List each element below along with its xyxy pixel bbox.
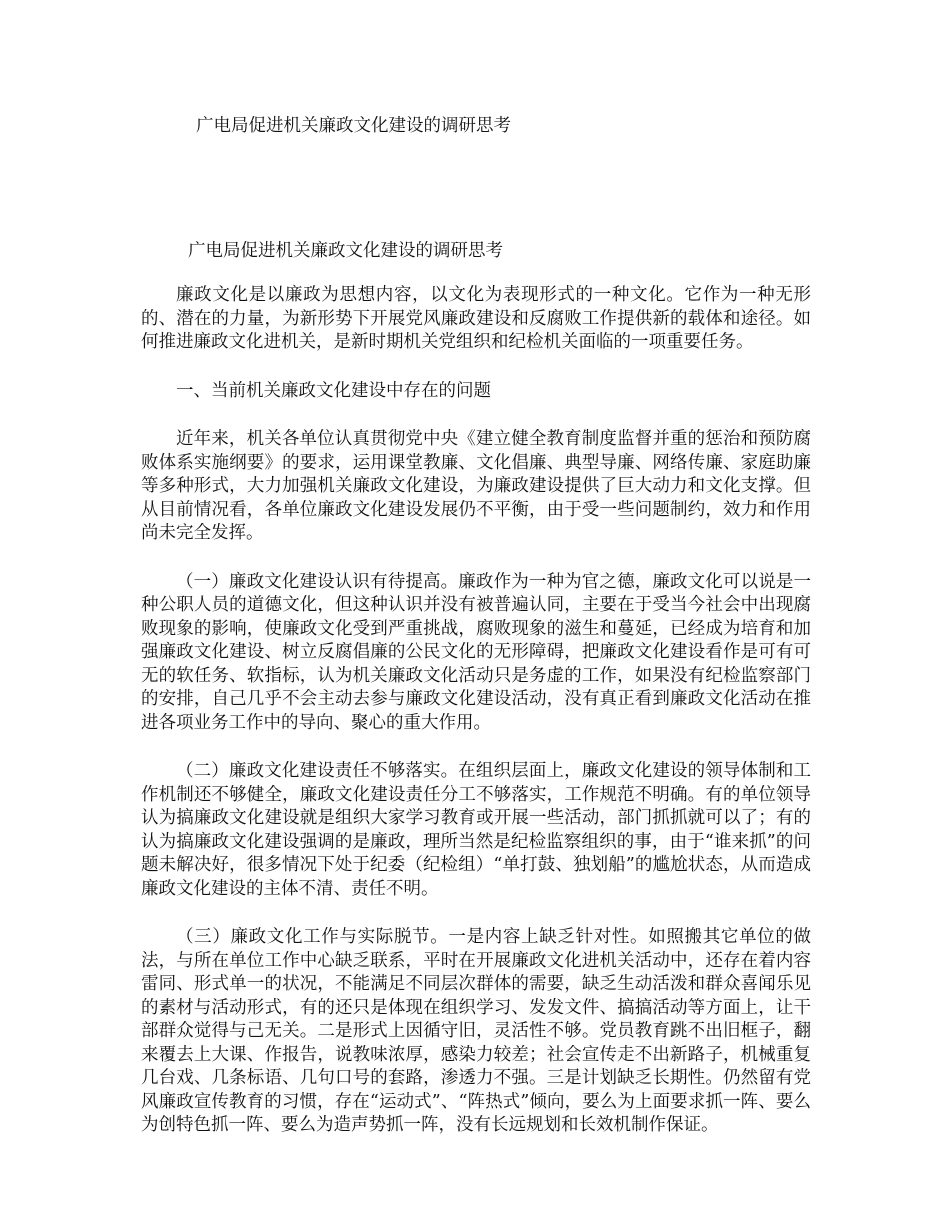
document-title: 广电局促进机关廉政文化建设的调研思考 bbox=[188, 241, 503, 261]
body-paragraph: （一）廉政文化建设认识有待提高。廉政作为一种为官之德，廉政文化可以说是一种公职人员的道德文化，但这种认识并没有被普遍认同，主要在于受当今社会中出现腐败现象的影响，使廉政文化受到严重挑战，腐败现象的滋生和蔓延，已经成为培育和加强廉政文化建设、树立反腐倡廉的公民文化的无形障碍，把廉政文化建设看作是可有可无的软任务、软指标，认为机关廉政文化活动只是务虚的工作，如果没有纪检监察部门的安排，自己几乎不会主动去参与廉政文化建设活动，没有真正看到廉政文化活动在推进各项业务工作中的导向、聚心的重大作用。 bbox=[141, 571, 811, 733]
body-paragraph: 近年来，机关各单位认真贯彻党中央《建立健全教育制度监督并重的惩治和预防腐败体系实施纲要》的要求，运用课堂教廉、文化倡廉、典型导廉、网络传廉、家庭助廉等多种形式，大力加强机关廉政文化建设，为廉政建设提供了巨大动力和文化支撑。但从目前情况看，各单位廉政文化建设发展仍不平衡，由于受一些问题制约，效力和作用尚未完全发挥。 bbox=[141, 429, 811, 543]
header-title: 广电局促进机关廉政文化建设的调研思考 bbox=[196, 116, 511, 136]
intro-paragraph: 廉政文化是以廉政为思想内容，以文化为表现形式的一种文化。它作为一种无形的、潜在的力量，为新形势下开展党风廉政建设和反腐败工作提供新的载体和途径。如何推进廉政文化进机关，是新时期机关党组织和纪检机关面临的一项重要任务。 bbox=[141, 285, 811, 352]
body-paragraph: （三）廉政文化工作与实际脱节。一是内容上缺乏针对性。如照搬其它单位的做法，与所在单位工作中心缺乏联系，平时在开展廉政文化进机关活动中，还存在着内容雷同、形式单一的状况，不能满足不同层次群体的需要，缺乏生动活泼和群众喜闻乐见的素材与活动形式，有的还只是体现在组织学习、发发文件、搞搞活动等方面上，让干部群众觉得与己无关。二是形式上因循守旧，灵活性不够。党员教育跳不出旧框子，翻来覆去上大课、作报告，说教味浓厚，感染力较差；社会宣传走不出新路子，机械重复几台戏、几条标语、几句口号的套路，渗透力不强。三是计划缺乏长期性。仍然留有党风廉政宣传教育的习惯，存在“运动式”、“阵热式”倾向，要么为上面要求抓一阵、要么为创特色抓一阵、要么为造声势抓一阵，没有长远规划和长效机制作保证。 bbox=[141, 927, 811, 1135]
section-heading: 一、当前机关廉政文化建设中存在的问题 bbox=[176, 380, 491, 401]
body-paragraph: （二）廉政文化建设责任不够落实。在组织层面上，廉政文化建设的领导体制和工作机制还不够健全，廉政文化建设责任分工不够落实，工作规范不明确。有的单位领导认为搞廉政文化建设就是组织大家学习教育或开展一些活动，部门抓抓就可以了；有的认为搞廉政文化建设强调的是廉政，理所当然是纪检监察组织的事，由于“谁来抓”的问题未解决好，很多情况下处于纪委（纪检组）“单打鼓、独划船”的尴尬状态，从而造成廉政文化建设的主体不清、责任不明。 bbox=[141, 761, 811, 899]
document-body bbox=[141, 284, 811, 1163]
